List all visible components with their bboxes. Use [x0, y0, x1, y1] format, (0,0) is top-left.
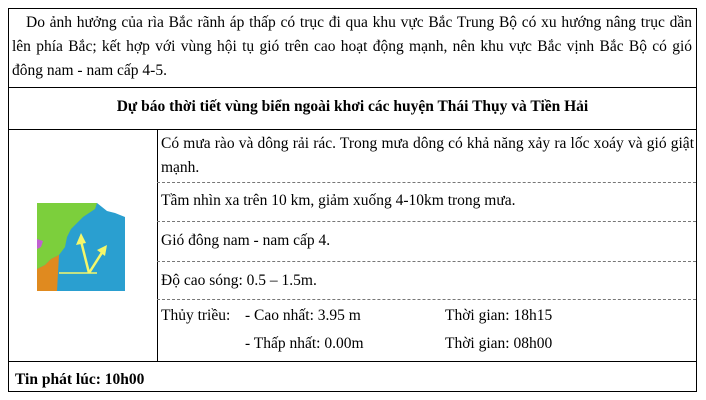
wave-text: Độ cao sóng: 0.5 – 1.5m. — [161, 272, 317, 289]
divider — [9, 361, 696, 362]
tide-high-time: Thời gian: 18h15 — [445, 307, 553, 324]
weather-bulletin — [8, 8, 697, 392]
tide-label: Thủy triều: — [161, 307, 231, 324]
divider — [9, 87, 696, 88]
divider — [9, 129, 696, 130]
sea-region-map-icon — [37, 203, 125, 291]
visibility-text: Tầm nhìn xa trên 10 km, giảm xuống 4-10km trong mưa. — [161, 192, 516, 209]
wind-text: Gió đông nam - nam cấp 4. — [161, 232, 331, 249]
tide-high: - Cao nhất: 3.95 m — [245, 307, 361, 324]
divider — [157, 182, 696, 183]
forecast-title: Dự báo thời tiết vùng biển ngoài khơi các huyện Thái Thụy và Tiền Hải — [116, 98, 589, 115]
column-divider — [157, 129, 158, 361]
tide-low-time: Thời gian: 08h00 — [445, 335, 553, 352]
divider — [157, 299, 696, 300]
divider — [157, 221, 696, 222]
weather-text: Có mưa rào và dông rải rác. Trong mưa dông có khả năng xảy ra lốc xoáy và gió giật mạnh. — [161, 135, 694, 176]
tide-low: - Thấp nhất: 0.00m — [245, 335, 364, 352]
issue-time: Tin phát lúc: 10h00 — [15, 371, 145, 388]
divider — [157, 261, 696, 262]
intro-paragraph: Do ảnh hưởng của rìa Bắc rãnh áp thấp có trục đi qua khu vực Bắc Trung Bộ có xu hướng nâng trục dần lên phía Bắc; kết hợp với vùng hội tụ gió trên cao hoạt động mạnh, nên khu vực Bắc vịnh Bắc Bộ có gió đông nam - nam cấp 4-5. — [12, 14, 692, 79]
